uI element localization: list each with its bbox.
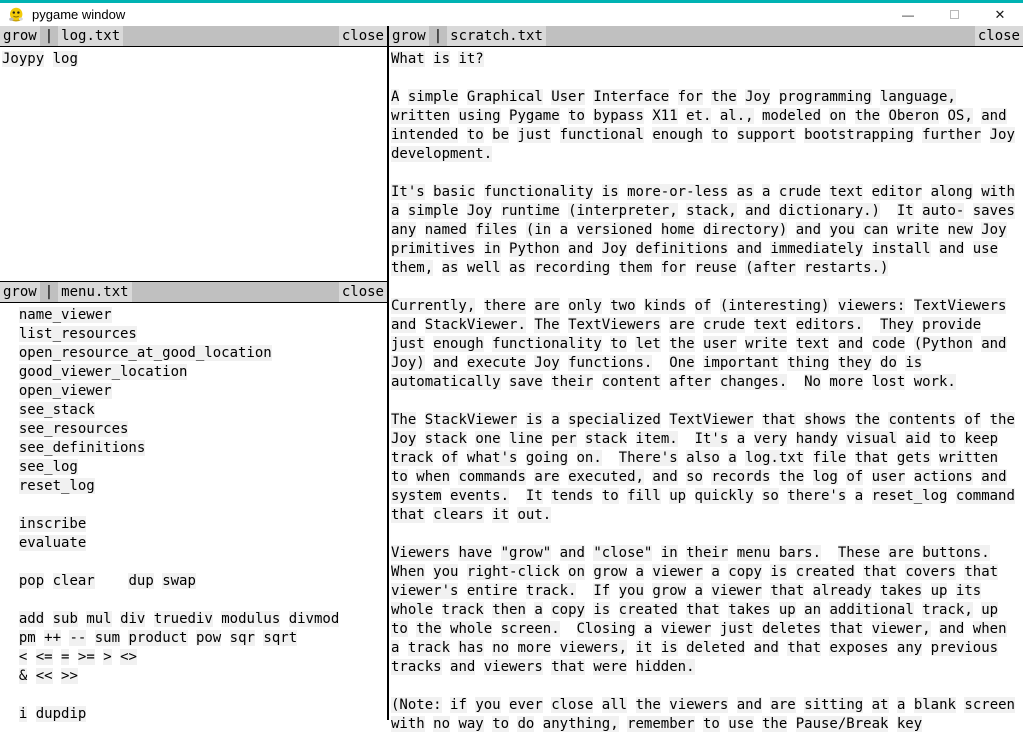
text-line: The StackViewer is a specialized TextViewer that shows the contents of the <box>391 412 1015 428</box>
menu-viewer-menubar <box>0 281 387 303</box>
maximize-icon[interactable] <box>931 3 977 26</box>
text-line: to the whole screen. Closing a viewer just deletes that viewer, and when <box>391 621 1007 637</box>
text-line <box>391 164 1023 183</box>
grow-button[interactable]: grow <box>0 282 40 302</box>
text-line: & << >> <box>18 668 78 684</box>
text-line: and StackViewer. The TextViewers are crude text editors. They provide <box>391 317 982 333</box>
text-line: Joy stack one line per stack item. It's a very handy visual aid to keep <box>391 431 999 447</box>
text-line <box>391 69 1023 88</box>
text-line: A simple Graphical User Interface for the Joy programming language, <box>391 89 956 105</box>
right-track <box>389 26 1023 732</box>
text-line: < <= = >= > <> <box>18 649 137 665</box>
menubar-separator: | <box>44 284 54 300</box>
text-line: see_log <box>18 459 78 475</box>
text-line <box>391 677 1023 696</box>
log-viewer-content[interactable] <box>0 47 387 281</box>
text-line: see_resources <box>18 421 129 437</box>
scratch-viewer-content[interactable] <box>389 47 1023 734</box>
text-line: a simple Joy runtime (interpreter, stack, and dictionary.) It auto- saves <box>391 203 1015 219</box>
text-line: pop clear dup swap <box>18 573 196 589</box>
text-line: primitives in Python and Joy definitions and immediately install and use <box>391 241 999 257</box>
scratch-viewer-menubar <box>389 26 1023 47</box>
close-icon[interactable]: ✕ <box>994 6 1006 22</box>
text-line: to when commands are executed, and so records the log of user actions and <box>391 469 1007 485</box>
text-line: written using Pygame to bypass X11 et. al., modeled on the Oberon OS, and <box>391 108 1007 124</box>
text-line: inscribe <box>18 516 87 532</box>
text-line: list_resources <box>18 326 137 342</box>
text-line <box>2 553 387 572</box>
close-button[interactable]: close <box>339 26 387 46</box>
text-line: i dupdip <box>18 706 87 722</box>
menubar-separator: | <box>433 28 443 44</box>
text-line: track of what's going on. There's also a log.txt file that gets written <box>391 450 999 466</box>
text-line: When you right-click on grow a viewer a copy is created that covers that <box>391 564 999 580</box>
text-line: Currently, there are only two kinds of (interesting) viewers: TextViewers <box>391 298 1007 314</box>
text-line: a track has no more viewers, it is deleted and that exposes any previous <box>391 640 999 656</box>
text-line: tracks and viewers that were hidden. <box>391 659 695 675</box>
menubar-separator: | <box>44 28 54 44</box>
text-line: with no way to do anything, remember to use the Pause/Break key <box>391 716 923 732</box>
text-line: that clears it out. <box>391 507 552 523</box>
close-button[interactable]: close <box>975 26 1023 46</box>
text-line: name_viewer <box>18 307 112 323</box>
text-line <box>391 278 1023 297</box>
text-line: intended to be just functional enough to support bootstrapping further Joy <box>391 127 1015 143</box>
text-line: see_stack <box>18 402 95 418</box>
text-line: reset_log <box>18 478 95 494</box>
window-title: pygame window <box>32 7 126 22</box>
text-line: system events. It tends to fill up quickly so there's a reset_log command <box>391 488 1015 504</box>
text-line: them, as well as recording them for reuse (after restarts.) <box>391 260 889 276</box>
text-line: Viewers have "grow" and "close" in their menu bars. These are buttons. <box>391 545 990 561</box>
text-line: evaluate <box>18 535 87 551</box>
text-line <box>2 591 387 610</box>
text-line: open_viewer <box>18 383 112 399</box>
viewer-title-log: log.txt <box>58 26 123 46</box>
text-line: (Note: if you ever close all the viewers and are sitting at a blank screen <box>391 697 1015 713</box>
text-line: Joy) and execute Joy functions. One important thing they do is <box>391 355 923 371</box>
text-line: What is it? <box>391 51 484 67</box>
text-line <box>2 686 387 705</box>
text-line: see_definitions <box>18 440 146 456</box>
window-controls <box>885 3 1023 26</box>
window-titlebar[interactable] <box>0 3 1023 26</box>
text-line: viewer's entire track. If you grow a viewer that already takes up its <box>391 583 982 599</box>
viewer-title-scratch: scratch.txt <box>447 26 546 46</box>
text-line: good_viewer_location <box>18 364 188 380</box>
grow-button[interactable]: grow <box>0 26 40 46</box>
text-line: It's basic functionality is more-or-less as a crude text editor along with <box>391 184 1015 200</box>
text-line: Joypy log <box>2 51 78 67</box>
pygame-icon <box>8 7 24 23</box>
text-line: open_resource_at_good_location <box>18 345 272 361</box>
menu-viewer-content[interactable] <box>0 303 387 724</box>
viewer-title-menu: menu.txt <box>58 282 131 302</box>
text-line <box>391 525 1023 544</box>
text-line <box>391 392 1023 411</box>
text-line <box>2 496 387 515</box>
text-line: development. <box>391 146 493 162</box>
text-line: whole track then a copy is created that takes up an additional track, up <box>391 602 999 618</box>
text-line: any named files (in a versioned home directory) and you can write new Joy <box>391 222 1007 238</box>
minimize-icon[interactable]: — <box>902 7 914 22</box>
grow-button[interactable]: grow <box>389 26 429 46</box>
maximize-box <box>950 10 959 19</box>
text-line: pm ++ -- sum product pow sqr sqrt <box>18 630 298 646</box>
log-viewer-menubar <box>0 26 387 47</box>
viewer-area <box>0 26 1023 732</box>
text-line: add sub mul div truediv modulus divmod <box>18 611 340 627</box>
text-line: automatically save their content after changes. No more lost work. <box>391 374 956 390</box>
close-button[interactable]: close <box>339 282 387 302</box>
text-line: just enough functionality to let the user write text and code (Python and <box>391 336 1007 352</box>
left-track <box>0 26 389 720</box>
